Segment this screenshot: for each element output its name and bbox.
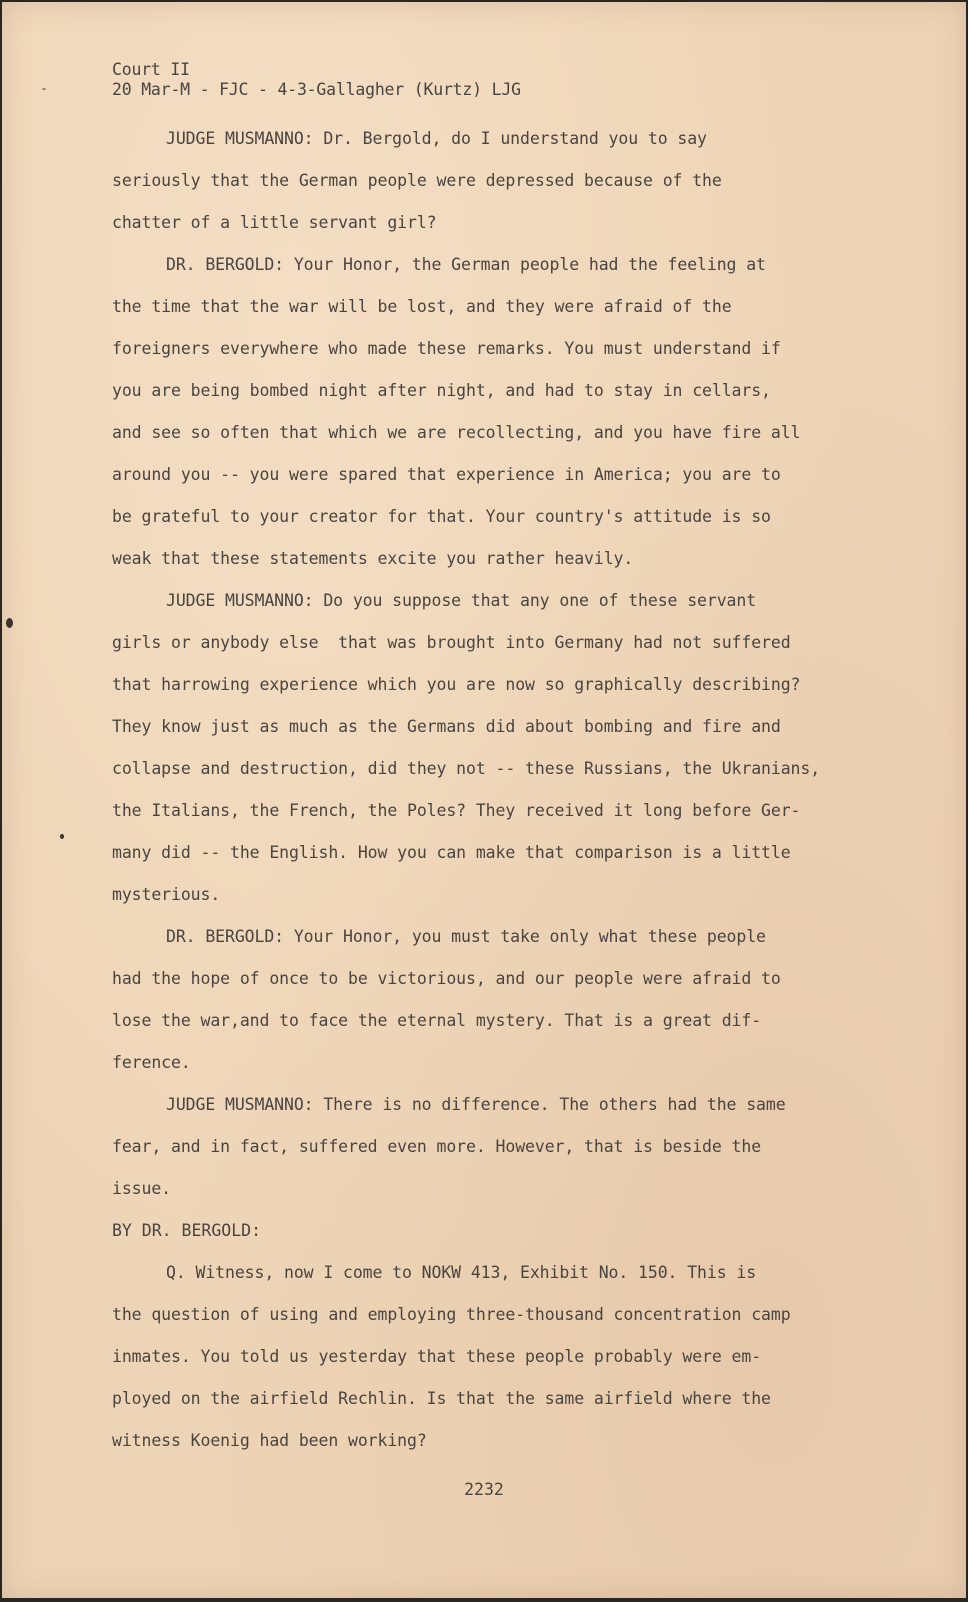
transcript-body (112, 118, 872, 1462)
question-paragraph (112, 1252, 872, 1462)
text-line: DR. BERGOLD: Your Honor, you must take only what these people (166, 927, 766, 946)
paper-speck (42, 88, 46, 90)
text-line: weak that these statements excite you rather heavily. (112, 549, 634, 568)
text-line: you are being bombed night after night, and had to stay in cellars, (112, 381, 771, 400)
page-number (2, 1480, 966, 1499)
document-page (2, 2, 966, 1598)
text-line: be grateful to your creator for that. Your country's attitude is so (112, 507, 771, 526)
text-line: collapse and destruction, did they not -- these Russians, the Ukranians, (112, 759, 821, 778)
text-line: chatter of a little servant girl? (112, 213, 437, 232)
text-line: They know just as much as the Germans did about bombing and fire and (112, 717, 781, 736)
paragraph-musmanno-2 (112, 580, 872, 916)
paper-speck (60, 834, 64, 839)
text-line: JUDGE MUSMANNO: There is no difference. The others had the same (166, 1095, 786, 1114)
paragraph-bergold-2 (112, 916, 872, 1084)
text-line: girls or anybody else that was brought into Germany had not suffered (112, 633, 791, 652)
paragraph-bergold-1 (112, 244, 872, 580)
text-line: and see so often that which we are recollecting, and you have fire all (112, 423, 801, 442)
text-line: JUDGE MUSMANNO: Do you suppose that any one of these servant (166, 591, 757, 610)
text-line: seriously that the German people were depressed because of the (112, 171, 722, 190)
text-line: inmates. You told us yesterday that these people probably were em- (112, 1347, 762, 1366)
text-line: ference. (112, 1053, 191, 1072)
page-header (112, 60, 521, 100)
court-label: Court II (112, 60, 190, 79)
text-line: ployed on the airfield Rechlin. Is that the same airfield where the (112, 1389, 771, 1408)
page-number-text: 2232 (464, 1480, 504, 1499)
text-line: had the hope of once to be victorious, and our people were afraid to (112, 969, 781, 988)
text-line: issue. (112, 1179, 172, 1198)
text-line: DR. BERGOLD: Your Honor, the German people had the feeling at (166, 255, 766, 274)
text-line: mysterious. (112, 885, 221, 904)
paragraph-musmanno-3 (112, 1084, 872, 1210)
text-line: witness Koenig had been working? (112, 1431, 427, 1450)
text-line: foreigners everywhere who made these remarks. You must understand if (112, 339, 781, 358)
session-line: 20 Mar-M - FJC - 4-3-Gallagher (Kurtz) LJG (112, 80, 521, 99)
text-line: many did -- the English. How you can make that comparison is a little (112, 843, 791, 862)
text-line: that harrowing experience which you are now so graphically describing? (112, 675, 801, 694)
text-line: the Italians, the French, the Poles? They received it long before Ger- (112, 801, 801, 820)
paper-speck (6, 618, 13, 628)
text-line: the question of using and employing three-thousand concentration camp (112, 1305, 791, 1324)
text-line: the time that the war will be lost, and they were afraid of the (112, 297, 732, 316)
text-line: JUDGE MUSMANNO: Dr. Bergold, do I understand you to say (166, 129, 707, 148)
text-line: around you -- you were spared that experience in America; you are to (112, 465, 781, 484)
text-line: lose the war,and to face the eternal mystery. That is a great dif- (112, 1011, 762, 1030)
text-line: Q. Witness, now I come to NOKW 413, Exhibit No. 150. This is (166, 1263, 757, 1282)
paragraph-musmanno-1 (112, 118, 872, 244)
text-line: fear, and in fact, suffered even more. However, that is beside the (112, 1137, 762, 1156)
examiner-label: BY DR. BERGOLD: (112, 1221, 262, 1240)
